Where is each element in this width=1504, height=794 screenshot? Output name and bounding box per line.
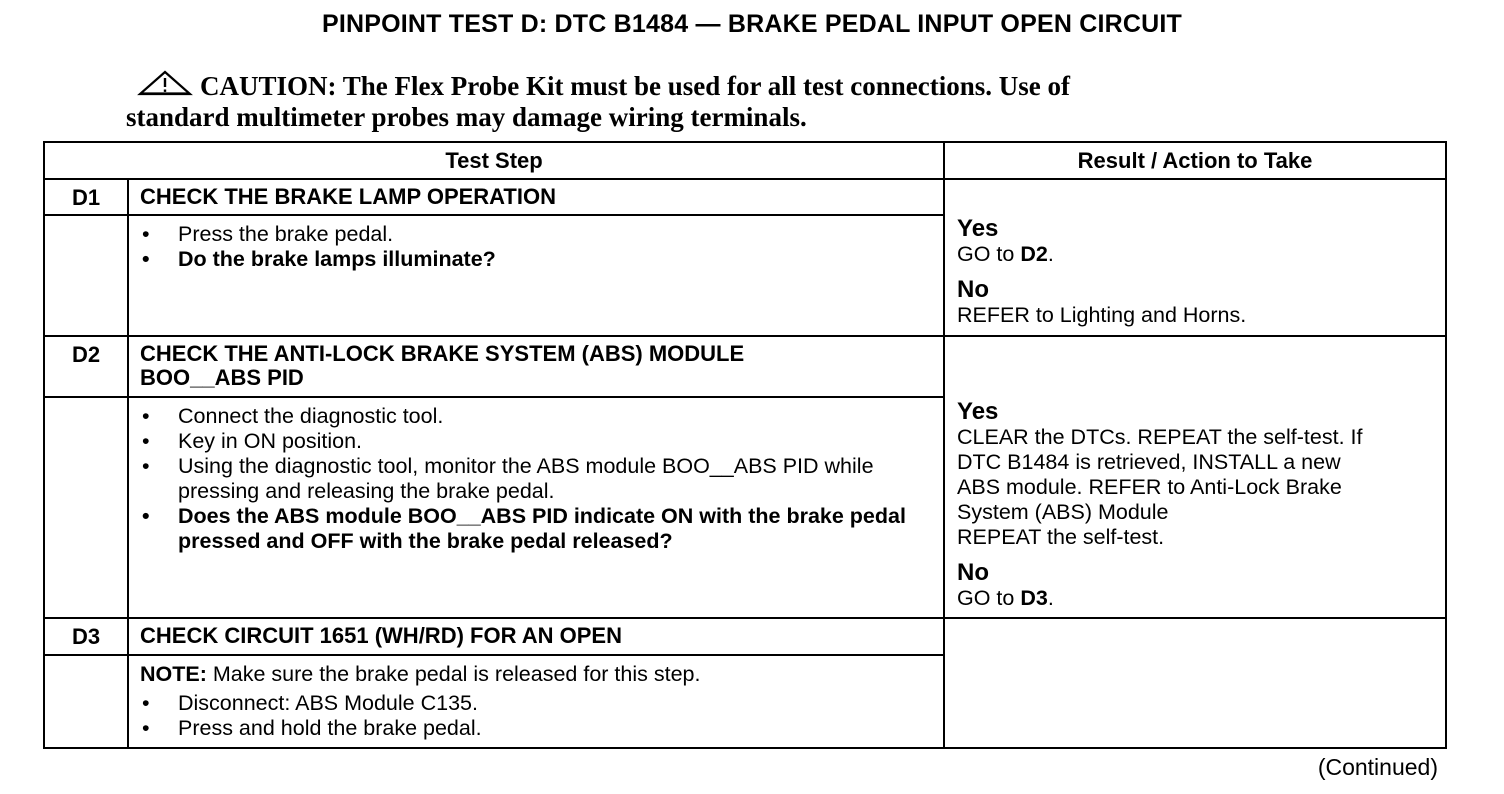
step-id-spacer: [44, 397, 128, 618]
step-id-spacer: [44, 655, 128, 748]
list-item: • Key in ON position.: [129, 429, 943, 454]
step-heading-d3: CHECK CIRCUIT 1651 (WH/RD) FOR AN OPEN: [128, 618, 944, 655]
warning-triangle-icon: [136, 70, 194, 96]
step-note-d3: NOTE: Make sure the brake pedal is released for this step.: [140, 662, 701, 686]
step-heading-d2: CHECK THE ANTI-LOCK BRAKE SYSTEM (ABS) MODULE BOO__ABS PID: [128, 336, 944, 397]
step-heading-d1: CHECK THE BRAKE LAMP OPERATION: [128, 179, 944, 215]
page-title: PINPOINT TEST D: DTC B1484 — BRAKE PEDAL INPUT OPEN CIRCUIT: [321, 10, 1183, 38]
step-id-d1: D1: [44, 179, 128, 215]
step-body-d1: [128, 215, 944, 336]
column-header-result: Result / Action to Take: [944, 142, 1446, 179]
step-body-d3: [128, 655, 944, 748]
caution-line-1: CAUTION: The Flex Probe Kit must be used for all test connections. Use of: [200, 71, 1070, 101]
pinpoint-test-table: [43, 141, 1447, 749]
yes-label: Yes: [957, 215, 999, 242]
caution-line-2: standard multimeter probes may damage wiring terminals.: [126, 102, 807, 132]
result-cell-d2: [944, 336, 1446, 618]
list-item: • Using the diagnostic tool, monitor the ABS module BOO__ABS PID while pressing and releasing the brake pedal.: [129, 454, 943, 504]
step-id-d3: D3: [44, 618, 128, 655]
no-action-d2: GO to D3.: [957, 586, 1054, 610]
list-item: • Disconnect: ABS Module C135.: [129, 691, 943, 716]
result-cell-d1: [944, 179, 1446, 336]
yes-label: Yes: [957, 398, 999, 425]
list-item: • Does the ABS module BOO__ABS PID indicate ON with the brake pedal pressed and OFF with the brake pedal released?: [129, 504, 943, 554]
step-ref-d3: D3: [1020, 586, 1048, 610]
no-label: No: [957, 276, 990, 303]
list-item: • Connect the diagnostic tool.: [129, 404, 943, 429]
step-id-d2: D2: [44, 336, 128, 397]
list-item: • Press and hold the brake pedal.: [129, 716, 943, 741]
list-item: • Do the brake lamps illuminate?: [129, 247, 943, 272]
yes-action-d2: CLEAR the DTCs. REPEAT the self-test. If DTC B1484 is retrieved, INSTALL a new ABS module. REFER to Anti-Lock Brake System (ABS) Module REPEAT the self-test.: [957, 425, 1363, 549]
no-label: No: [957, 559, 990, 586]
caution-notice: [126, 70, 1266, 133]
yes-action-d1: GO to D2.: [957, 242, 1054, 266]
step-id-spacer: [44, 215, 128, 336]
column-header-test-step: Test Step: [44, 142, 944, 179]
step-ref-d2: D2: [1020, 242, 1048, 266]
no-action-d1: REFER to Lighting and Horns.: [957, 303, 1247, 327]
continued-label: (Continued): [1317, 754, 1438, 780]
step-body-d2: [128, 397, 944, 618]
list-item: • Press the brake pedal.: [129, 222, 943, 247]
result-cell-d3: [944, 618, 1446, 748]
